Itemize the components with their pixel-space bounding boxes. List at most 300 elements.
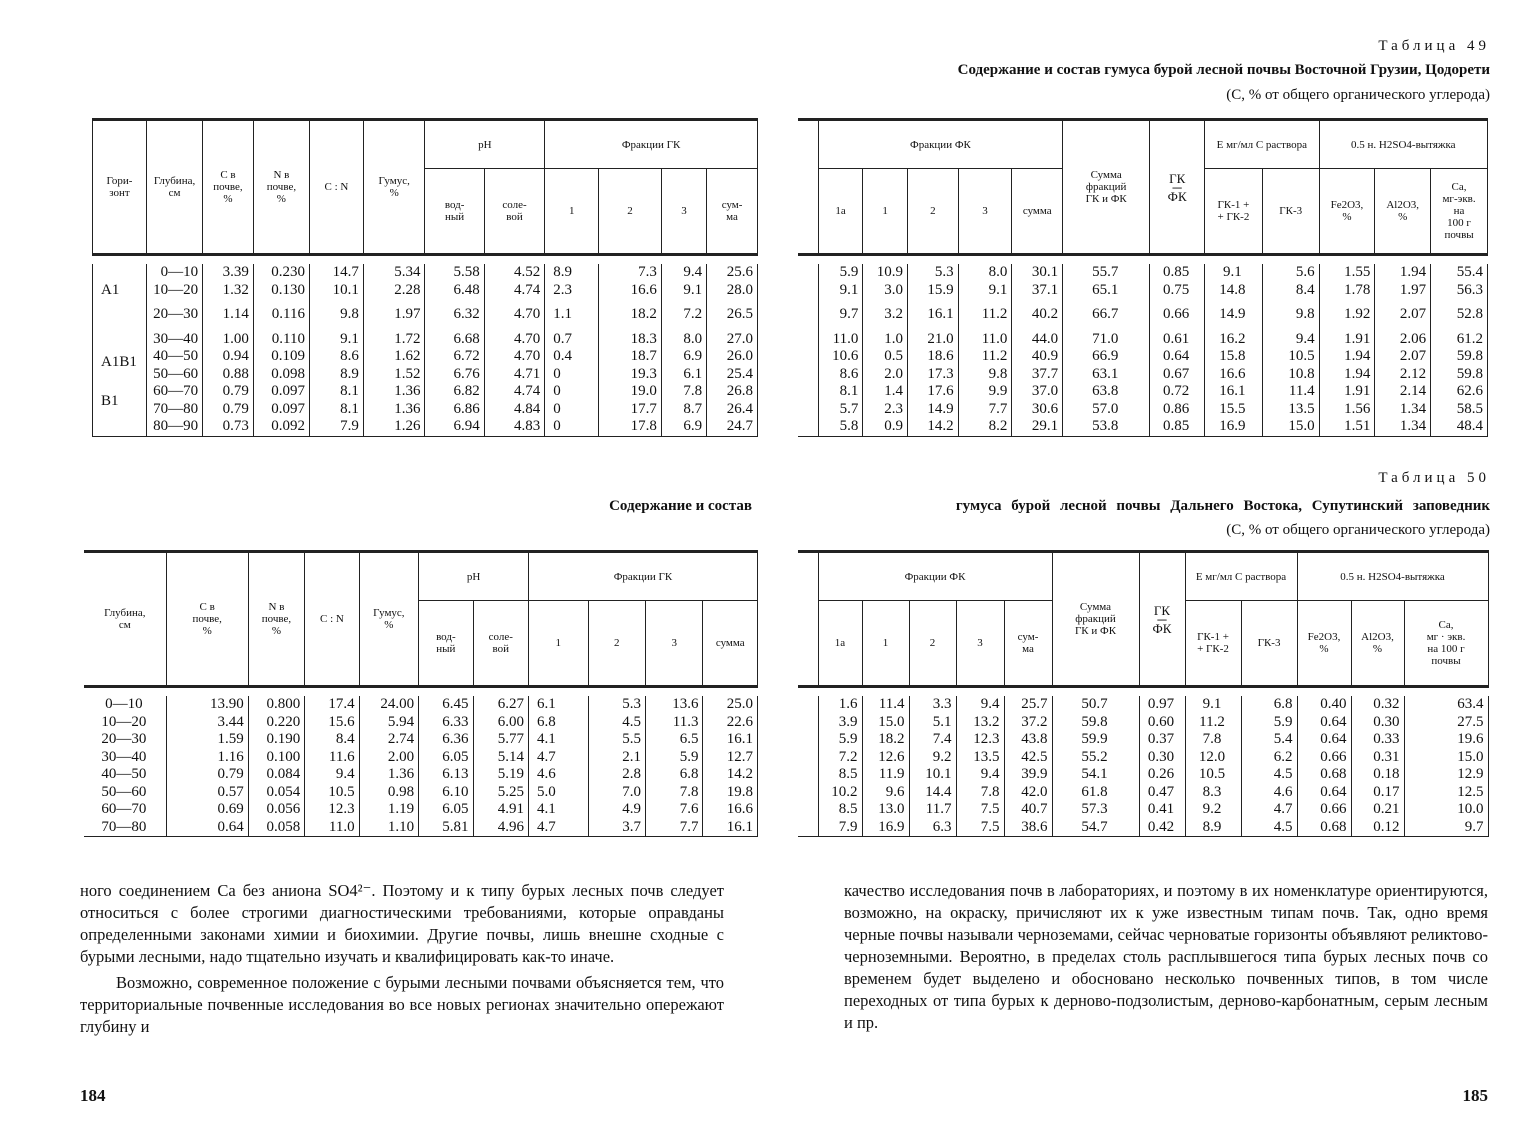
table-cell: 1.94 (1344, 348, 1371, 364)
table-cell: 6.1 (683, 365, 703, 382)
table-cell: 5.94 (387, 713, 415, 730)
table-cell: 0.64 (1320, 731, 1347, 747)
table-cell: 61.8 (1081, 783, 1108, 800)
table-cell: 9.1 (683, 281, 703, 298)
table-cell: 14.2 (726, 766, 753, 782)
table-cell: 7.8 (980, 783, 1000, 800)
col-body-total (1063, 264, 1150, 436)
table-cell: 9.4 (1295, 330, 1315, 347)
table-cell: 1.14 (222, 306, 249, 322)
col-body-gk3 (646, 696, 703, 837)
table-cell: 16.6 (726, 801, 753, 817)
table-cell: 25.0 (726, 696, 753, 712)
table-cell: 37.1 (1031, 281, 1059, 298)
table-cell: 7.5 (980, 801, 1000, 817)
table-cell: 4.96 (497, 818, 524, 835)
table-cell: 5.25 (497, 783, 524, 800)
table-cell: 6.8 (536, 713, 556, 730)
table-cell: 8.9 (340, 365, 359, 382)
table-cell: 11.2 (1199, 713, 1225, 730)
col-body-ratio (1139, 696, 1185, 837)
table-cell: 6.94 (453, 418, 480, 434)
table-cell: 4.91 (497, 801, 524, 817)
table-cell: 7.8 (1202, 731, 1222, 747)
table-cell: 7.3 (638, 264, 657, 280)
table-cell: 8.1 (340, 400, 359, 417)
table-50-label: Таблица 50 (1378, 470, 1490, 486)
table-cell: 2.8 (622, 766, 641, 782)
table-cell: 16.2 (1219, 330, 1246, 347)
table-cell: 2.1 (622, 748, 641, 765)
table-cell: 20—30 (153, 306, 199, 322)
table-50-right-body (798, 696, 1488, 837)
table-cell: 9.2 (932, 748, 952, 765)
table-cell: 25.6 (726, 264, 753, 280)
table-cell: 7.0 (622, 783, 641, 800)
cell: A1B1 (101, 354, 137, 370)
table-cell: 0.64 (1320, 713, 1347, 730)
table-cell: 6.8 (679, 766, 699, 782)
table-cell: 15.0 (1288, 418, 1315, 434)
table-cell: 5.0 (536, 783, 556, 800)
table-cell: 0.116 (271, 306, 305, 322)
table-cell: 10.5 (328, 783, 355, 800)
table-cell: 0.60 (1147, 713, 1175, 730)
col-gk-sum: сумма (703, 601, 758, 687)
table-cell: 56.3 (1456, 281, 1483, 298)
col-fk-1: 1 (863, 169, 908, 255)
table-cell: 19.6 (1457, 731, 1484, 747)
table-cell: 27.0 (726, 330, 753, 347)
table-cell: 15.8 (1219, 348, 1246, 364)
table-cell: 1.97 (394, 306, 421, 322)
table-cell: 6.33 (442, 713, 469, 730)
table-cell: 37.2 (1021, 713, 1048, 730)
table-cell: 9.2 (1202, 801, 1222, 817)
table-50-right (798, 550, 1489, 837)
table-cell: 0.084 (266, 766, 301, 782)
table-cell: 1.6 (838, 696, 858, 712)
table-cell: 60—70 (153, 383, 199, 399)
col-fk-2: 2 (909, 601, 956, 687)
table-cell: 2.28 (394, 281, 421, 298)
table-cell: 71.0 (1092, 330, 1119, 347)
table-cell: 5.5 (622, 731, 641, 747)
col-total: Сумма фракций ГК и ФК (1063, 120, 1150, 255)
table-cell: 3.2 (884, 306, 903, 322)
col-body-c (166, 696, 248, 837)
table-cell: 3.44 (217, 713, 244, 730)
table-cell: 8.1 (340, 383, 359, 399)
table-cell: 16.1 (726, 818, 753, 835)
table-cell: 4.74 (514, 281, 541, 298)
table-cell: 0.100 (266, 748, 301, 765)
col-body-total (1052, 696, 1139, 837)
col-body-e12 (1185, 696, 1241, 837)
table-cell: 14.9 (1219, 306, 1246, 322)
table-49-left (92, 118, 758, 437)
table-cell: 4.5 (1273, 766, 1293, 782)
table-cell: 0.61 (1163, 330, 1190, 347)
table-cell: 14.2 (927, 418, 954, 434)
table-cell: 8.0 (683, 330, 703, 347)
table-cell: 5.1 (932, 713, 952, 730)
table-cell: 0.57 (217, 783, 244, 800)
col-body-cn (305, 696, 359, 837)
col-gk: Фракции ГК (545, 120, 758, 169)
col-h2so4: 0.5 н. H2SO4-вытяжка (1297, 552, 1488, 601)
table-cell: 1.10 (387, 818, 415, 835)
col-ph: pH (419, 552, 529, 601)
table-49-title: Содержание и состав гумуса бурой лесной почвы Восточной Грузии, Цодорети (957, 62, 1490, 78)
table-cell: 37.7 (1031, 365, 1059, 382)
table-cell: 0.058 (266, 818, 301, 835)
table-cell: 28.0 (726, 281, 753, 298)
table-cell: 3.0 (884, 281, 903, 298)
table-cell: 9.6 (885, 783, 905, 800)
table-cell: 10.2 (831, 783, 858, 800)
col-body-depth (146, 264, 202, 436)
table-cell: 0.9 (884, 418, 903, 434)
table-50-subtitle: (С, % от общего органического углерода) (1226, 522, 1490, 538)
col-gk-sum: сум- ма (707, 169, 758, 255)
table-cell: 9.1 (988, 281, 1008, 298)
table-cell: 63.1 (1092, 365, 1119, 382)
table-cell: 26.0 (726, 348, 753, 364)
table-cell: 4.70 (514, 348, 541, 364)
table-cell: 0.26 (1147, 766, 1175, 782)
table-cell: 9.4 (980, 696, 1000, 712)
col-ph-salt: соле- вой (473, 601, 528, 687)
col-horizon: Гори- зонт (93, 120, 147, 255)
table-cell: 19.0 (630, 383, 657, 399)
col-body-ph-salt (484, 264, 544, 436)
col-body-depth (84, 696, 166, 837)
table-cell: 12.3 (328, 801, 355, 817)
table-cell: 7.9 (838, 818, 858, 835)
table-cell: 8.0 (988, 264, 1008, 280)
col-gk-3: 3 (661, 169, 706, 255)
table-cell: 59.8 (1456, 365, 1483, 382)
table-cell: 4.7 (536, 748, 556, 765)
col-ca: Ca, мг-экв. на 100 г почвы (1431, 169, 1488, 255)
col-fk-1: 1 (862, 601, 909, 687)
col-cn: C : N (309, 120, 363, 255)
table-cell: 30.6 (1031, 400, 1059, 417)
table-cell: 7.5 (980, 818, 1000, 835)
table-cell: 30.1 (1031, 264, 1059, 280)
table-cell: 48.4 (1456, 418, 1483, 434)
table-cell: 0.21 (1373, 801, 1400, 817)
table-cell: 53.8 (1092, 418, 1119, 434)
table-cell: 0.230 (271, 264, 305, 280)
table-cell: 4.84 (514, 400, 541, 417)
table-cell: 9.8 (988, 365, 1008, 382)
table-cell: 1.92 (1344, 306, 1371, 322)
table-cell: 0.056 (266, 801, 301, 817)
col-c: С в почве, % (203, 120, 254, 255)
cell-horizons (93, 264, 147, 436)
table-cell: 5.9 (679, 748, 699, 765)
table-cell: 11.7 (925, 801, 952, 817)
col-ratio: ГК ─ ФК (1150, 120, 1205, 255)
page-number-right: 185 (1462, 1086, 1488, 1105)
col-body-fe (1319, 264, 1375, 436)
table-cell: 9.1 (1223, 264, 1242, 280)
table-cell: 14.4 (925, 783, 952, 800)
table-cell: 17.3 (927, 365, 954, 382)
table-cell: 4.1 (536, 801, 556, 817)
col-body-n (253, 264, 309, 436)
table-cell: 16.9 (878, 818, 905, 835)
col-body-gk3 (661, 264, 706, 436)
col-ratio: ГК ─ ФК (1139, 552, 1185, 687)
table-cell: 11.0 (981, 330, 1008, 347)
table-cell: 0.72 (1163, 383, 1190, 399)
table-cell: 0.67 (1163, 365, 1190, 382)
table-cell: 1.34 (1399, 400, 1427, 417)
table-cell: 61.2 (1456, 330, 1483, 347)
table-cell: 5.9 (1273, 713, 1293, 730)
paragraph: ного соединением Ca без аниона SO4²⁻. Поэтому и к типу бурых лесных почв следует относиться с более строгими диагностическими требованиями, которые оправданы определенными законами химии и биохимии. Другие почвы, лишь внешне сходные с бурыми лесными, надо тщательно изучать и квалифицировать как-то иначе. (80, 881, 724, 966)
col-body-gksum (707, 264, 758, 436)
col-ph-water: вод- ный (419, 601, 473, 687)
table-cell: 6.72 (453, 348, 480, 364)
table-cell: 5.9 (839, 264, 859, 280)
table-cell: 66.7 (1092, 306, 1119, 322)
col-h2so4: 0.5 н. H2SO4-вытяжка (1319, 120, 1487, 169)
table-cell: 6.2 (1273, 748, 1293, 765)
table-cell: 0.110 (271, 330, 305, 347)
table-50-title-right: гумуса бурой лесной почвы Дальнего Востока, Супутинский заповедник (955, 498, 1490, 514)
table-cell: 6.05 (442, 801, 469, 817)
table-cell: 11.2 (981, 306, 1008, 322)
table-cell: 0.85 (1163, 418, 1190, 434)
col-fk-3: 3 (956, 601, 1004, 687)
table-cell: 0.88 (222, 365, 249, 382)
table-cell: 0.12 (1373, 818, 1400, 835)
table-cell: 0 (553, 383, 561, 399)
table-cell: 12.7 (726, 748, 753, 765)
table-cell: 17.4 (328, 696, 355, 712)
table-cell: 7.8 (683, 383, 703, 399)
table-cell: 18.6 (927, 348, 954, 364)
table-cell: 9.4 (980, 766, 1000, 782)
table-cell: 10.9 (876, 264, 903, 280)
col-body-humus (359, 696, 419, 837)
col-ca: Ca, мг · экв. на 100 г почвы (1404, 601, 1488, 687)
col-al: Al2O3, % (1375, 169, 1431, 255)
cell: B1 (101, 393, 119, 409)
table-cell: 50—60 (101, 783, 147, 800)
table-cell: 6.13 (442, 766, 469, 782)
table-cell: 0.17 (1373, 783, 1400, 800)
table-cell: 15.0 (878, 713, 905, 730)
table-cell: 9.1 (1202, 696, 1222, 712)
table-cell: 2.74 (387, 731, 415, 747)
table-cell: 55.4 (1456, 264, 1483, 280)
table-cell: 6.9 (683, 418, 703, 434)
table-cell: 8.5 (838, 766, 858, 782)
table-cell: 0 (553, 418, 561, 434)
right-column-text (844, 880, 1488, 1034)
col-body-fk1a (818, 264, 863, 436)
table-49-left-body (93, 264, 758, 436)
table-cell: 1.91 (1344, 383, 1371, 399)
table-cell: 59.9 (1081, 731, 1108, 747)
table-cell: 12.0 (1198, 748, 1226, 765)
table-cell: 0.4 (553, 348, 572, 364)
table-cell: 4.74 (514, 383, 541, 399)
col-e: E мг/мл С раствора (1205, 120, 1320, 169)
col-e3: ГК-3 (1241, 601, 1297, 687)
col-fk: Фракции ФК (818, 552, 1052, 601)
table-cell: 8.9 (1202, 818, 1222, 835)
table-cell: 14.9 (927, 400, 954, 417)
col-fe: Fe2O3, % (1297, 601, 1351, 687)
table-cell: 14.7 (332, 264, 359, 280)
table-cell: 0.5 (884, 348, 903, 364)
table-cell: 19.8 (726, 783, 753, 800)
table-cell: 22.6 (726, 713, 753, 730)
table-cell: 16.9 (1219, 418, 1246, 434)
col-body-ca (1404, 696, 1488, 837)
col-al: Al2O3, % (1351, 601, 1404, 687)
table-cell: 26.5 (726, 306, 753, 322)
table-cell: 57.3 (1081, 801, 1108, 817)
table-cell: 30—40 (101, 748, 147, 765)
col-cn: C : N (305, 552, 359, 687)
table-cell: 1.19 (387, 801, 415, 817)
table-cell: 24.00 (380, 696, 415, 712)
table-cell: 8.6 (340, 348, 359, 364)
table-cell: 10.1 (925, 766, 952, 782)
table-cell: 0.66 (1320, 748, 1347, 765)
table-cell: 5.7 (839, 400, 859, 417)
table-cell: 26.8 (726, 383, 753, 399)
col-body-gk1 (545, 264, 599, 436)
col-fk-1a: 1а (818, 601, 862, 687)
table-cell: 44.0 (1031, 330, 1059, 347)
table-cell: 1.32 (222, 281, 249, 298)
col-total: Сумма фракций ГК и ФК (1052, 552, 1139, 687)
table-cell: 0.097 (271, 383, 305, 399)
col-body-fk3 (958, 264, 1012, 436)
table-cell: 11.2 (981, 348, 1008, 364)
col-n: N в почве, % (253, 120, 309, 255)
table-cell: 11.4 (878, 696, 905, 712)
table-cell: 6.05 (442, 748, 469, 765)
paragraph: Возможно, современное положение с бурыми лесными почвами объясняется тем, что территориальные почвенные исследования во все новых регионах значительно опережают глубину и (80, 973, 724, 1036)
table-49-subtitle: (С, % от общего органического углерода) (1226, 87, 1490, 103)
table-cell: 5.9 (838, 731, 858, 747)
table-cell: 0.85 (1163, 264, 1190, 280)
table-cell: 6.36 (442, 731, 469, 747)
table-cell: 10.8 (1288, 365, 1315, 382)
col-body-c (203, 264, 254, 436)
table-cell: 7.7 (679, 818, 699, 835)
table-cell: 7.9 (340, 418, 359, 434)
table-cell: 7.2 (838, 748, 858, 765)
table-cell: 2.3 (884, 400, 903, 417)
col-ph-water: вод- ный (425, 169, 484, 255)
table-cell: 5.77 (497, 731, 524, 747)
table-cell: 0.64 (1163, 348, 1190, 364)
table-cell: 0.37 (1147, 731, 1175, 747)
table-cell: 1.94 (1344, 365, 1371, 382)
table-cell: 0.097 (271, 400, 305, 417)
col-gk-1: 1 (528, 601, 588, 687)
table-cell: 26.4 (726, 400, 753, 417)
col-body-fk1 (863, 264, 908, 436)
table-cell: 1.72 (394, 330, 421, 347)
table-cell: 2.07 (1399, 348, 1427, 364)
col-body-gk1 (528, 696, 588, 837)
left-column-text (80, 880, 724, 1038)
table-cell: 60—70 (101, 801, 147, 817)
table-cell: 16.1 (1219, 383, 1246, 399)
table-cell: 5.3 (622, 696, 641, 712)
table-cell: 4.70 (514, 306, 541, 322)
table-cell: 6.86 (453, 400, 480, 417)
table-cell: 10.6 (832, 348, 859, 364)
table-cell: 0 (553, 365, 561, 382)
table-cell: 1.52 (394, 365, 421, 382)
col-body-ratio (1150, 264, 1205, 436)
table-cell: 25.7 (1021, 696, 1048, 712)
col-gk: Фракции ГК (528, 552, 757, 601)
col-fk: Фракции ФК (818, 120, 1062, 169)
table-cell: 57.0 (1092, 400, 1119, 417)
table-cell: 6.5 (679, 731, 699, 747)
table-cell: 63.8 (1092, 383, 1119, 399)
table-49-right-body (798, 264, 1488, 436)
table-cell: 13.6 (672, 696, 699, 712)
col-e: E мг/мл С раствора (1185, 552, 1297, 601)
table-cell: 1.59 (217, 731, 244, 747)
table-cell: 6.32 (453, 306, 480, 322)
table-cell: 0.79 (217, 766, 244, 782)
table-cell: 18.7 (630, 348, 657, 364)
table-cell: 18.3 (630, 330, 657, 347)
table-cell: 1.34 (1399, 418, 1427, 434)
table-cell: 20—30 (101, 731, 147, 747)
paragraph: качество исследования почв в лабораториях, и поэтому в их номенклатуре ориентируются, возможно, на окраску, причисляют их к уже известным типам почв. Так, одно время черные почвы называли черноземами, сейчас черноватые горизонты объявляют реликтово-черноземными. Вероятно, в пределах столь расплывшегося типа бурых лесных почв со временем будет выделено и обосновано несколько почвенных типов, в том числе переходных от типа бурых к дерново-подзолистым, дерново-карбонатным, серым лесным и пр. (844, 881, 1488, 1032)
col-body-fe (1297, 696, 1351, 837)
table-cell: 9.8 (340, 306, 359, 322)
table-cell: 0.7 (553, 330, 572, 347)
table-cell: 1.16 (217, 748, 244, 765)
table-50-title-left: Содержание и состав (609, 498, 752, 514)
table-cell: 10.1 (332, 281, 359, 298)
table-cell: 27.5 (1457, 713, 1484, 730)
table-cell: 14.8 (1219, 281, 1246, 298)
table-cell: 1.4 (884, 383, 903, 399)
table-cell: 6.76 (453, 365, 480, 382)
table-cell: 2.12 (1399, 365, 1427, 382)
table-cell: 0.32 (1373, 696, 1400, 712)
table-cell: 4.1 (536, 731, 556, 747)
table-cell: 4.7 (1273, 801, 1293, 817)
col-e12: ГК-1 + + ГК-2 (1185, 601, 1241, 687)
col-body-n (248, 696, 304, 837)
table-cell: 66.9 (1092, 348, 1119, 364)
col-body-al (1351, 696, 1404, 837)
table-cell: 58.5 (1456, 400, 1483, 417)
table-cell: 7.7 (988, 400, 1008, 417)
table-cell: 8.5 (838, 801, 858, 817)
table-cell: 1.94 (1399, 264, 1427, 280)
